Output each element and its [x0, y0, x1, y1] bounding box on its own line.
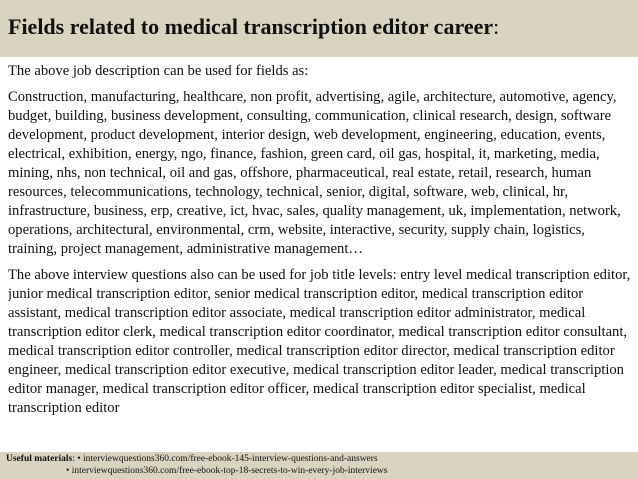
page-title-colon: : [493, 14, 500, 39]
fields-list-text: Construction, manufacturing, healthcare, non profit, advertising, agile, architecture, automotive, agency, budget, building, business development, consulting, communication, clinical research, design, software development, product development, interior design, web development, engineering, education, events, electrical, exhibition, energy, ngo, finance, fashion, green card, oil gas, hospital, it, marketing, media, mining, nhs, non technical, oil and gas, offshore, pharmaceutical, real estate, retail, research, human resources, telecommunications, technology, technical, senior, digital, software, web, clinical, hr, infrastructure, business, erp, creative, ict, hvac, sales, quality management, uk, implementation, network, operations, architectural, environmental, crm, website, interactive, security, supply chain, logistics, training, project management, administrative management… [8, 89, 621, 257]
footer-link-ebook-top-18[interactable]: • interviewquestions360.com/free-ebook-top-18-secrets-to-win-every-job-interviews [66, 465, 388, 476]
footer-row-1 [6, 454, 632, 466]
page-title [8, 13, 630, 41]
page-title-text: Fields related to medical transcription editor career [8, 14, 494, 39]
footer-bar [0, 452, 638, 479]
main-content [8, 62, 634, 452]
footer-link-ebook-145[interactable]: • interviewquestions360.com/free-ebook-145-interview-questions-and-answers [77, 454, 378, 464]
footer-separator: : [72, 454, 78, 464]
intro-text: The above job description can be used for fields as: [8, 63, 309, 79]
footer-row-2 [6, 466, 632, 478]
footer-label: Useful materials [6, 454, 73, 464]
title-bar [0, 0, 638, 57]
job-levels-text: The above interview questions also can be used for job title levels: entry level medical transcription editor, junior medical transcription editor, senior medical transcription editor, medical transcription editor assistant, medical transcription editor associate, medical transcription editor administrator, medical transcription editor clerk, medical transcription editor coordinator, medical transcription editor consultant, medical transcription editor controller, medical transcription editor director, medical transcription editor engineer, medical transcription editor executive, medical transcription editor leader, medical transcription editor manager, medical transcription editor officer, medical transcription editor specialist, medical transcription editor [8, 267, 631, 416]
